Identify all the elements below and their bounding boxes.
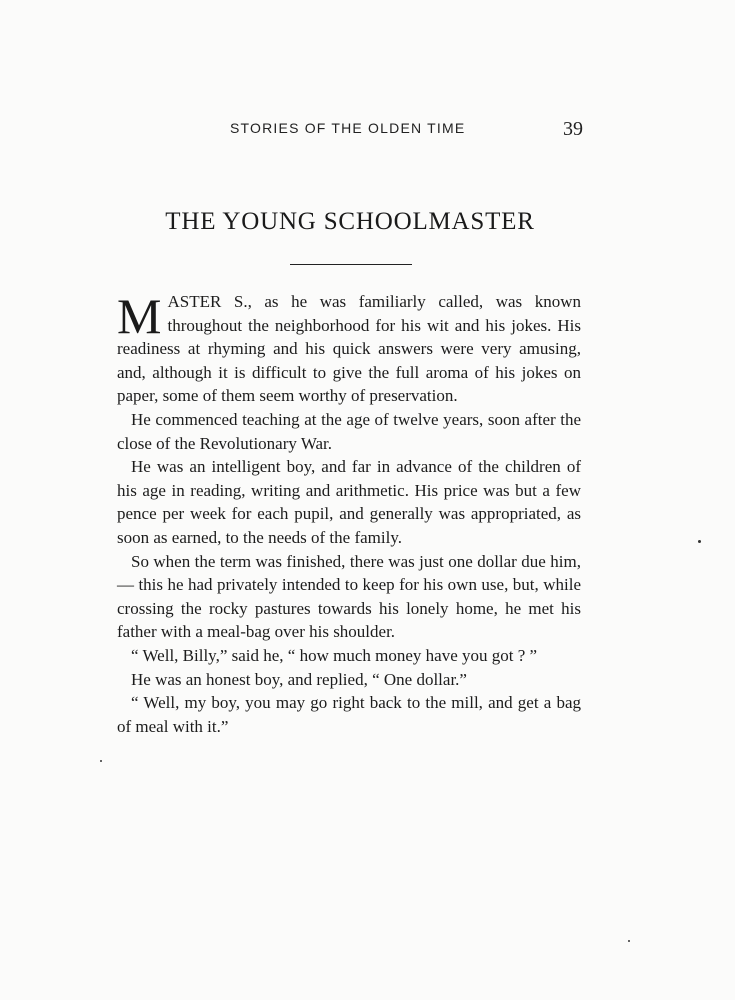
paragraph-1	[117, 290, 581, 408]
paragraph-1-text: ASTER S., as he was familiarly called, was known throughout the neighborhood for his wit and his jokes. His readiness at rhyming and his quick answers were very amusing, and, although it is difficult to give the full aroma of his jokes on paper, some of them seem worthy of preservation.	[117, 292, 581, 406]
drop-cap: M	[117, 288, 162, 344]
running-head	[0, 118, 735, 142]
ink-speck	[698, 540, 701, 543]
paragraph-3: He was an intelligent boy, and far in advance of the children of his age in reading, writing and arithmetic. His price was but a few pence per week for each pupil, and generally was appropriated, as soon as earned, to the needs of the family.	[117, 457, 581, 547]
paragraph-2: He commenced teaching at the age of twelve years, soon after the close of the Revolutionary War.	[117, 409, 581, 453]
paragraph-7: “ Well, my boy, you may go right back to the mill, and get a bag of meal with it.”	[117, 693, 581, 736]
paragraph-4: So when the term was finished, there was just one dollar due him, — this he had privately intended to keep for his own use, but, while crossing the rocky pastures towards his lonely home, he met his father with a meal-bag over his shoulder.	[117, 551, 581, 642]
paragraph-6: He was an honest boy, and replied, “ One dollar.”	[131, 669, 467, 689]
body-text	[117, 290, 581, 738]
page-number: 39	[563, 118, 583, 140]
running-title: STORIES OF THE OLDEN TIME	[230, 120, 466, 136]
ink-speck	[628, 940, 630, 942]
paragraph-5: “ Well, Billy,” said he, “ how much money have you got ? ”	[131, 645, 538, 665]
title-divider	[290, 264, 412, 265]
ink-speck	[100, 760, 102, 762]
chapter-title: THE YOUNG SCHOOLMASTER	[165, 208, 535, 235]
